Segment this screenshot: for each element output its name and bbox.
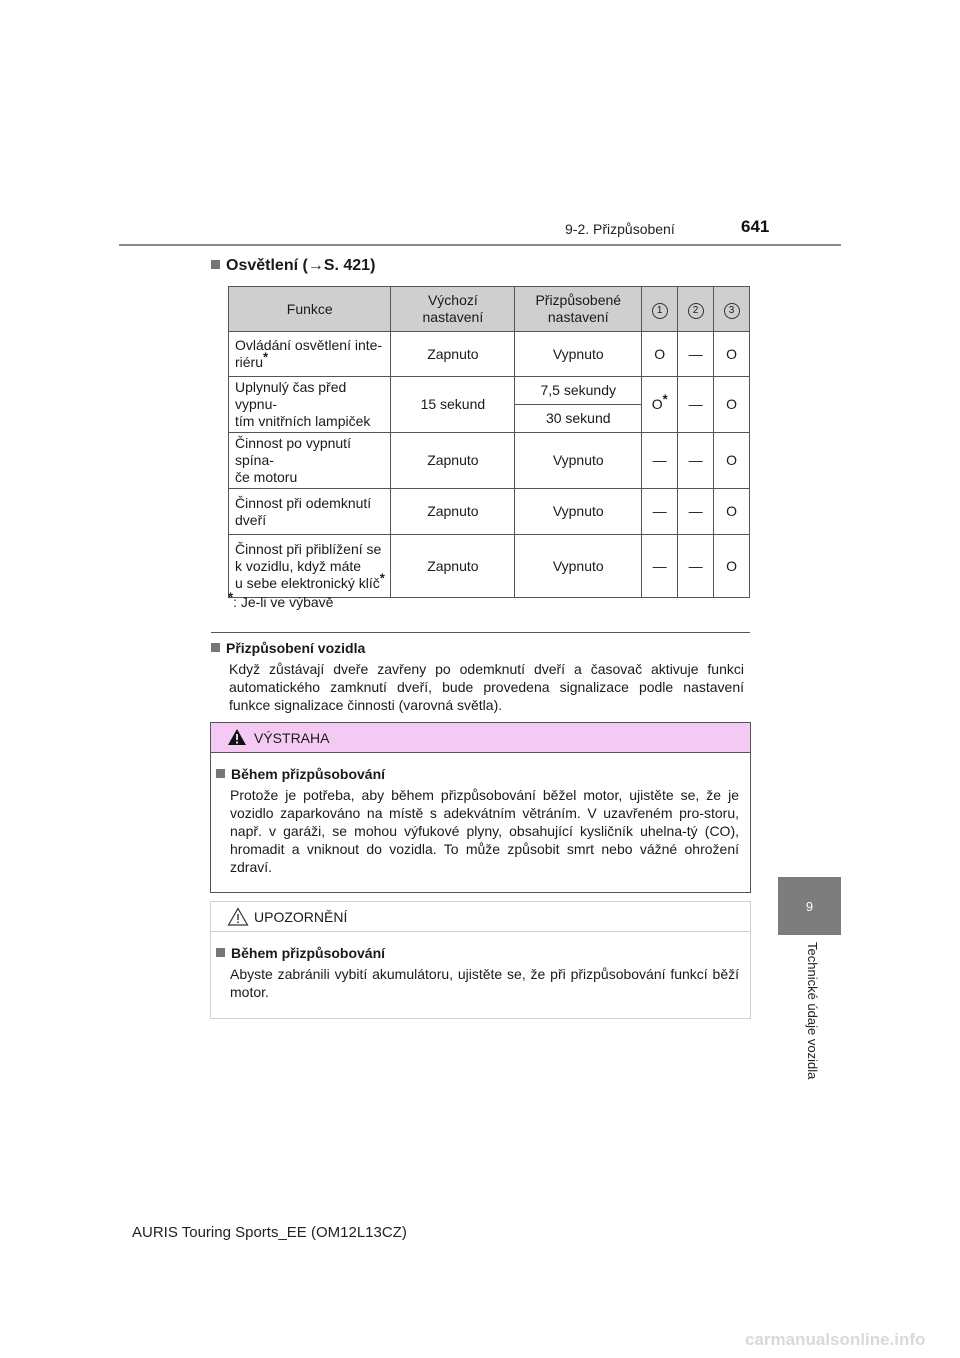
circled-number-3: 3 bbox=[724, 303, 740, 319]
section-divider bbox=[211, 632, 750, 633]
setting-cell: O bbox=[714, 332, 750, 377]
table-row bbox=[229, 377, 750, 405]
warning-title: Během přizpůsobování bbox=[216, 766, 385, 782]
setting-cell: O bbox=[714, 535, 750, 598]
caution-triangle-icon bbox=[227, 907, 249, 926]
customization-text: Když zůstávají dveře zavřeny po odemknutí dveří a časovač aktivuje funkci automatického zamknutí dveří, bude provedena signalizace podle nastavení funkce signalizace činnosti (varovná světla). bbox=[229, 661, 744, 713]
warning-box bbox=[210, 722, 751, 893]
custom-cell: 30 sekund bbox=[515, 405, 642, 433]
page-number: 641 bbox=[741, 217, 770, 236]
asterisk: * bbox=[228, 589, 234, 605]
asterisk: * bbox=[379, 569, 385, 585]
function-cell: Uplynulý čas před vypnu- tím vnitřních lampiček bbox=[229, 377, 391, 433]
customization-title: Přizpůsobení vozidla bbox=[211, 640, 365, 656]
default-cell: Zapnuto bbox=[391, 489, 515, 535]
setting-cell: — bbox=[642, 535, 678, 598]
section-title: Osvětlení (→S. 421) bbox=[211, 257, 375, 275]
caution-label: UPOZORNĚNÍ bbox=[254, 909, 348, 925]
bullet-square-icon bbox=[211, 643, 220, 652]
chapter-tab: 9 bbox=[778, 877, 841, 935]
caution-title: Během přizpůsobování bbox=[216, 945, 385, 961]
table-row bbox=[229, 535, 750, 598]
table-row bbox=[229, 489, 750, 535]
setting-cell: — bbox=[678, 535, 714, 598]
table-row bbox=[229, 433, 750, 489]
asterisk: * bbox=[263, 349, 269, 365]
custom-cell: Vypnuto bbox=[515, 433, 642, 489]
header-default: Výchozí nastavení bbox=[391, 287, 515, 332]
default-cell: Zapnuto bbox=[391, 433, 515, 489]
circled-number-2: 2 bbox=[688, 303, 704, 319]
default-cell: Zapnuto bbox=[391, 535, 515, 598]
header-col-2 bbox=[678, 287, 714, 332]
setting-cell: O bbox=[714, 377, 750, 433]
caution-header bbox=[211, 902, 750, 932]
caution-box bbox=[210, 901, 751, 1019]
bullet-square-icon bbox=[216, 769, 225, 778]
setting-cell: — bbox=[678, 377, 714, 433]
header-function: Funkce bbox=[229, 287, 391, 332]
function-cell: Činnost při přiblížení se k vozidlu, když máte u sebe elektronický klíč* bbox=[229, 535, 391, 598]
default-cell: 15 sekund bbox=[391, 377, 515, 433]
caution-text: Abyste zabránili vybití akumulátoru, ujistěte se, že při přizpůsobování funkcí běží motor. bbox=[230, 966, 739, 1000]
setting-cell: O bbox=[714, 489, 750, 535]
arrow-icon: → bbox=[307, 257, 324, 274]
setting-cell: — bbox=[678, 489, 714, 535]
custom-cell: 7,5 sekundy bbox=[515, 377, 642, 405]
setting-cell: O* bbox=[642, 377, 678, 433]
bullet-square-icon bbox=[211, 260, 220, 269]
setting-cell: O bbox=[642, 332, 678, 377]
section-header: 9-2. Přizpůsobení bbox=[565, 221, 675, 237]
setting-cell: — bbox=[642, 489, 678, 535]
warning-label: VÝSTRAHA bbox=[254, 730, 330, 746]
setting-cell: — bbox=[642, 433, 678, 489]
function-cell: Ovládání osvětlení inte- riéru* bbox=[229, 332, 391, 377]
warning-header bbox=[211, 723, 750, 753]
table-header-row bbox=[229, 287, 750, 332]
lighting-settings-table bbox=[228, 286, 750, 598]
watermark: carmanualsonline.info bbox=[745, 1330, 926, 1349]
footnote: *: Je-li ve výbavě bbox=[228, 589, 334, 610]
default-cell: Zapnuto bbox=[391, 332, 515, 377]
warning-triangle-icon bbox=[227, 728, 247, 746]
header-custom: Přizpůsobené nastavení bbox=[515, 287, 642, 332]
function-cell: Činnost při odemknutí dveří bbox=[229, 489, 391, 535]
circled-number-1: 1 bbox=[652, 303, 668, 319]
asterisk: * bbox=[662, 391, 668, 407]
header-divider bbox=[119, 244, 841, 246]
setting-cell: — bbox=[678, 332, 714, 377]
header-col-1 bbox=[642, 287, 678, 332]
footer-text: AURIS Touring Sports_EE (OM12L13CZ) bbox=[132, 1224, 407, 1241]
bullet-square-icon bbox=[216, 948, 225, 957]
setting-cell: — bbox=[678, 433, 714, 489]
custom-cell: Vypnuto bbox=[515, 489, 642, 535]
setting-cell: O bbox=[714, 433, 750, 489]
header-col-3 bbox=[714, 287, 750, 332]
table-row bbox=[229, 332, 750, 377]
custom-cell: Vypnuto bbox=[515, 332, 642, 377]
custom-cell: Vypnuto bbox=[515, 535, 642, 598]
chapter-title: Technické údaje vozidla bbox=[805, 942, 820, 1080]
warning-text: Protože je potřeba, aby během přizpůsobování běžel motor, ujistěte se, že je vozidlo zaparkováno na místě s adekvátním větráním. V uzavřeném pro-storu, např. v garáži, se mohou výfukové plyny, obsahující kysličník uhelna-tý (CO), hromadit a vniknout do vozidla. To může způsobit smrt nebo vážné ohrožení zdraví. bbox=[230, 787, 739, 875]
function-cell: Činnost po vypnutí spína- če motoru bbox=[229, 433, 391, 489]
